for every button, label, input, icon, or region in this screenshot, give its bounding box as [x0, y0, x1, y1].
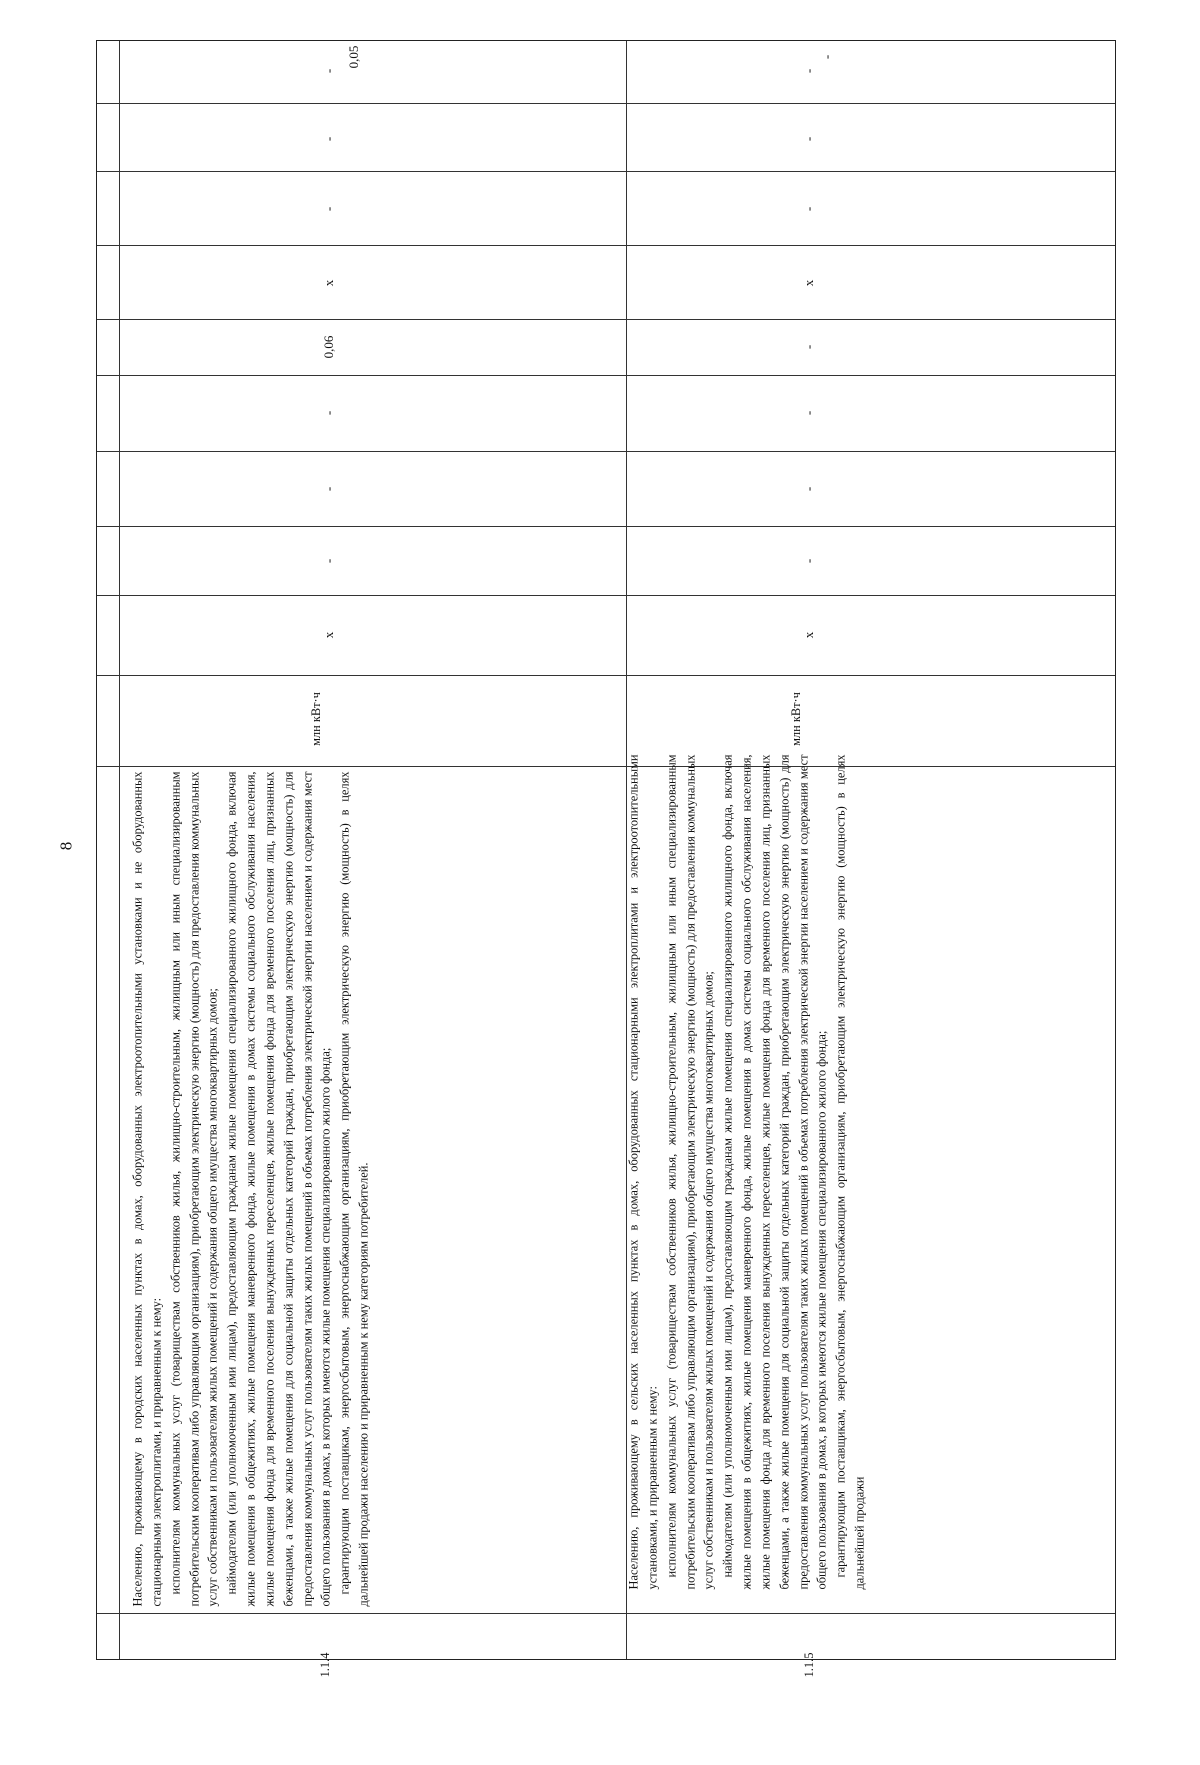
tariff-table [96, 40, 1116, 1678]
value-cell: - [321, 410, 336, 416]
description-paragraph: наймодателям (или уполномоченным ими лицам), предоставляющим гражданам жилые помещения специализированного жилищного фонда, включая жилые помещения в общежитиях, жилые помещения маневренного фонда, жилые помещения в домах системы социального обслуживания населения, жилые помещения фонда для временного поселения вынужденных переселенцев, жилые помещения фонда для временного поселения лиц, признанных беженцами, а также жилые помещения для социальной защиты отдельных категорий граждан, приобретающим электрическую энергию (мощность) для предоставления коммунальных услуг пользователям таких жилых помещений в объемах потребления электрической энергии населением и содержания мест общего пользования в домах, в которых имеются жилые помещения специализированного жилого фонда; [720, 754, 829, 1590]
value-cell: - [801, 486, 816, 492]
col-divider-code [97, 1613, 1115, 1614]
value-cell: - [321, 136, 336, 142]
value-cell: - [819, 54, 834, 60]
col-divider-v7 [97, 171, 1115, 172]
description-paragraph: Населению, проживающему в городских населенных пунктах в домах, оборудованных электроотопительными установками и не оборудованных стационарными электроплитами, и приравненным к нему: [130, 771, 164, 1607]
value-cell: - [801, 344, 816, 350]
col-divider-v6 [97, 245, 1115, 246]
value-cell: x [801, 631, 816, 639]
value-cell: x [321, 631, 336, 639]
col-divider-v2 [97, 526, 1115, 527]
value-cell: - [801, 206, 816, 212]
header-strip-divider [119, 41, 120, 1659]
unit-label: млн кВт·ч [789, 692, 803, 746]
col-divider-unit [97, 675, 1115, 676]
description-paragraph: гарантирующим поставщикам, энергосбытовым, энергоснабжающим организациям, приобретающим электрическую энергию (мощность) в целях дальнейшей продажи населению и приравненным к нему категориям потребителей. [337, 771, 371, 1607]
description-paragraph: гарантирующим поставщикам, энергосбытовым, энергоснабжающим организациям, приобретающим электрическую энергию (мощность) в целях дальнейшей продажи [833, 754, 867, 1590]
page-number: 8 [56, 841, 76, 851]
unit-label: млн кВт·ч [309, 692, 323, 746]
col-divider-v4 [97, 375, 1115, 376]
description-paragraph: исполнителям коммунальных услуг (товариществам собственников жилья, жилищно-строительным, жилищным или иным специализированным потребительским кооперативам либо управляющим организациям), приобретающим электрическую энергию (мощность) для предоставления коммунальных услуг собственникам и пользователям жилых помещений и содержания общего имущества многоквартирных домов; [664, 754, 716, 1590]
description-paragraph: исполнителям коммунальных услуг (товариществам собственников жилья, жилищно-строительным, жилищным или иным специализированным потребительским кооперативам либо управляющим организациям), приобретающим электрическую энергию (мощность) для предоставления коммунальных услуг собственникам и пользователям жилых помещений и содержания общего имущества многоквартирных домов; [168, 771, 220, 1607]
value-cell: - [801, 136, 816, 142]
value-cell: x [321, 279, 336, 287]
description-paragraph: Населению, проживающему в сельских населенных пунктах в домах, оборудованных стационарными электроплитами и электроотопительными установками, и приравненным к нему: [626, 754, 660, 1590]
value-cell: - [801, 558, 816, 564]
value-cell: - [321, 558, 336, 564]
row-code: 1.1.4 [318, 1652, 332, 1678]
value-cell: x [801, 279, 816, 287]
col-divider-v8 [97, 103, 1115, 104]
value-cell: - [801, 410, 816, 416]
value-cell: - [321, 206, 336, 212]
row-description [129, 772, 631, 1607]
col-divider-v3 [97, 451, 1115, 452]
col-divider-v5 [97, 319, 1115, 320]
value-cell: 0,05 [346, 45, 361, 69]
row-code: 1.1.5 [802, 1652, 816, 1678]
col-divider-v1 [97, 595, 1115, 596]
value-cell: 0,06 [321, 335, 336, 359]
description-paragraph: наймодателям (или уполномоченным ими лицам), предоставляющим гражданам жилые помещения специализированного жилищного фонда, включая жилые помещения в общежитиях, жилые помещения маневренного фонда, жилые помещения в домах системы социального обслуживания населения, жилые помещения фонда для временного поселения вынужденных переселенцев, жилые помещения фонда для временного поселения лиц, признанных беженцами, а также жилые помещения для социальной защиты отдельных категорий граждан, приобретающим электрическую энергию (мощность) для предоставления коммунальных услуг пользователям таких жилых помещений в объемах потребления электрической энергии населением и содержания мест общего пользования в домах, в которых имеются жилые помещения специализированного жилого фонда; [224, 771, 333, 1607]
row-description [625, 755, 1093, 1590]
value-cell: - [321, 68, 336, 74]
value-cell: - [801, 68, 816, 74]
value-cell: - [321, 486, 336, 492]
